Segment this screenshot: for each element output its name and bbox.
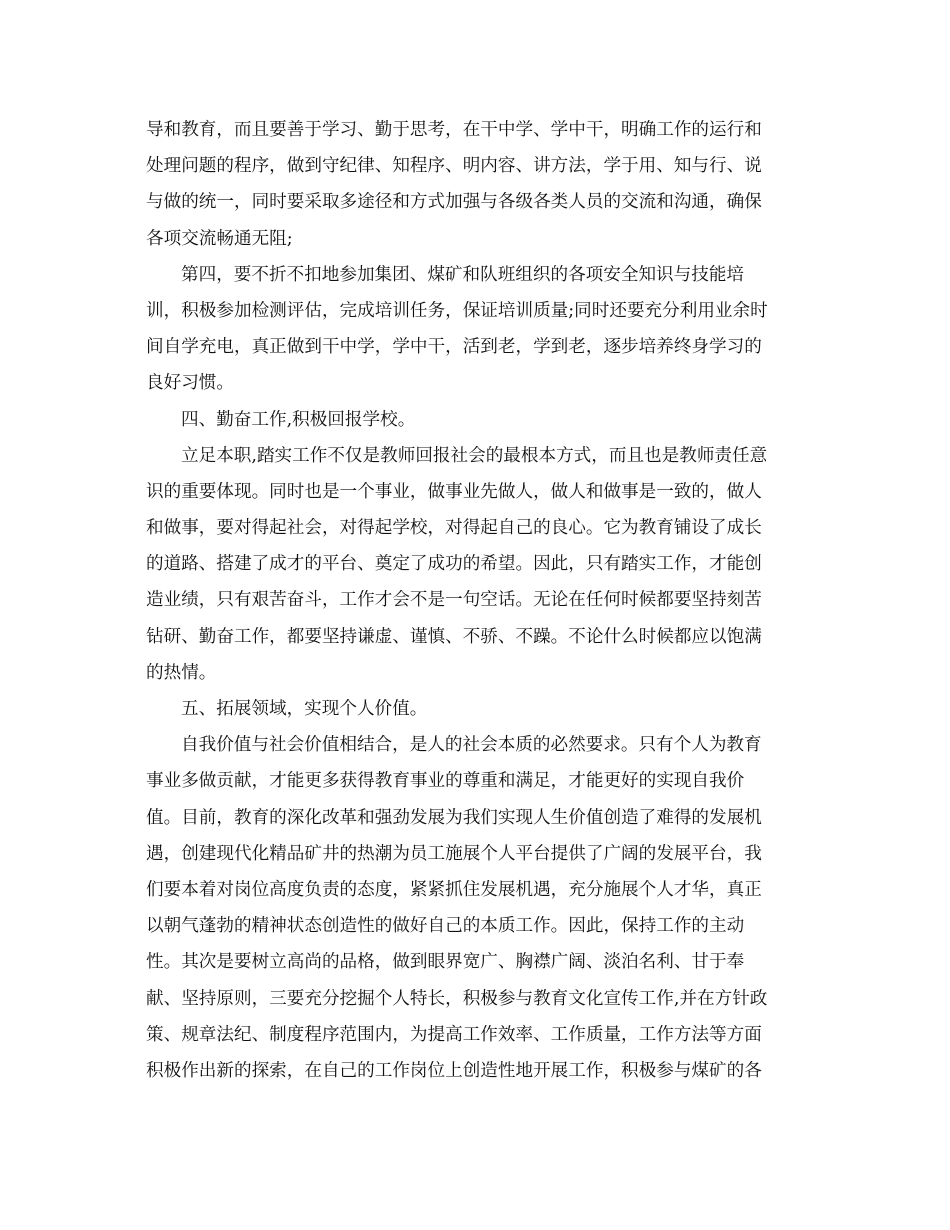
text-line: 积极作出新的探索，在自己的工作岗位上创造性地开展工作，积极参与煤矿的各 xyxy=(146,1060,762,1081)
text-line: 导和教育，而且要善于学习、勤于思考，在干中学、学中干，明确工作的运行和 xyxy=(146,120,762,140)
text-line: 的道路、搭建了成才的平台、奠定了成功的希望。因此，只有踏实工作，才能创 xyxy=(146,554,762,575)
text-line: 五、拓展领域，实现个人价值。 xyxy=(181,699,428,719)
text-line: 策、规章法纪、制度程序范围内，为提高工作效率、工作质量，工作方法等方面 xyxy=(146,1024,762,1045)
text-line: 和做事，要对得起社会，对得起学校，对得起自己的良心。它为教育铺设了成长 xyxy=(146,518,762,539)
text-line: 遇，创建现代化精品矿井的热潮为员工施展个人平台提供了广阔的发展平台，我 xyxy=(146,843,762,864)
text-line: 造业绩，只有艰苦奋斗，工作才会不是一句空话。无论在任何时候都要坚持刻苦 xyxy=(146,590,762,611)
text-line: 与做的统一，同时要采取多途径和方式加强与各级各类人员的交流和沟通，确保 xyxy=(146,192,762,213)
text-line: 值。目前，教育的深化改革和强劲发展为我们实现人生价值创造了难得的发展机 xyxy=(146,807,762,828)
text-line: 间自学充电，真正做到干中学，学中干，活到老，学到老，逐步培养终身学习的 xyxy=(146,337,762,358)
text-line: 们要本着对岗位高度负责的态度，紧紧抓住发展机遇，充分施展个人才华，真正 xyxy=(146,879,762,900)
text-line: 四、勤奋工作,积极回报学校。 xyxy=(181,409,416,430)
text-line: 的热情。 xyxy=(146,662,217,683)
text-line: 训，积极参加检测评估，完成培训任务，保证培训质量;同时还要充分利用业余时 xyxy=(146,300,768,321)
text-line: 识的重要体现。同时也是一个事业，做事业先做人，做人和做事是一致的，做人 xyxy=(146,481,762,502)
text-line: 自我价值与社会价值相结合，是人的社会本质的必然要求。只有个人为教育 xyxy=(181,735,762,756)
text-line: 第四，要不折不扣地参加集团、煤矿和队班组织的各项安全知识与技能培 xyxy=(181,264,745,285)
text-line: 处理问题的程序，做到守纪律、知程序、明内容、讲方法，学于用、知与行、说 xyxy=(146,156,762,177)
text-line: 事业多做贡献，才能更多获得教育事业的尊重和满足，才能更好的实现自我价 xyxy=(146,771,745,792)
text-line: 献、坚持原则，三要充分挖掘个人特长，积极参与教育文化宣传工作,并在方针政 xyxy=(146,988,768,1009)
document-body xyxy=(146,112,806,1089)
text-line: 立足本职,踏实工作不仅是教师回报社会的最根本方式，而且也是教师责任意 xyxy=(181,445,768,466)
text-line: 各项交流畅通无阻; xyxy=(146,228,293,249)
text-line: 钻研、勤奋工作，都要坚持谦虚、谨慎、不骄、不躁。不论什么时候都应以饱满 xyxy=(146,626,762,647)
text-line: 性。其次是要树立高尚的品格，做到眼界宽广、胸襟广阔、淡泊名利、甘于奉 xyxy=(146,952,745,973)
text-line: 以朝气蓬勃的精神状态创造性的做好自己的本质工作。因此，保持工作的主动 xyxy=(146,916,745,937)
text-line: 良好习惯。 xyxy=(146,373,234,394)
